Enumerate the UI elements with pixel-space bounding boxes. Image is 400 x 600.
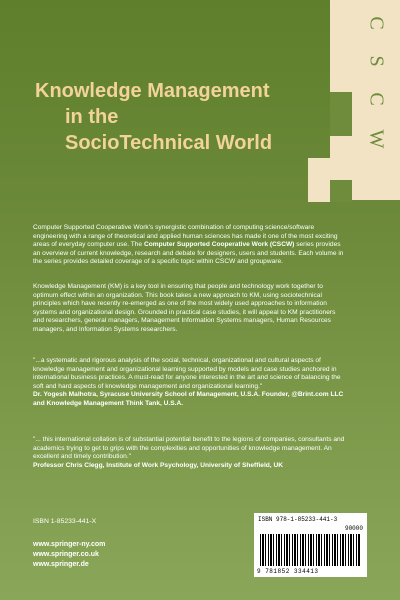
quote-attribution: Professor Chris Clegg, Institute of Work Psychology, University of Sheffield, UK <box>33 461 283 469</box>
quote-attribution: Dr. Yogesh Malhotra, Syracuse University School of Management, U.S.A. Founder, @Brint.com LLC and Knowledge Management Think Tank, U.S.A. <box>33 391 344 407</box>
series-letter: C <box>365 92 388 107</box>
text-run: Computer Supported Cooperative Work's synergistic combination of computing science/software engineering with a range of theoretical and applied human sciences has made it one of the most exciting areas of everyday computer use. The <box>33 224 338 249</box>
url-link[interactable]: www.springer.de <box>33 561 89 568</box>
series-letter: W <box>365 129 388 150</box>
text-run: series provides an overview of current knowledge, research and debate for designers, users and students. Each volume in the series provides detailed coverage of a specific topic within CSCW and groupware. <box>33 241 344 266</box>
title-line: SocioTechnical World <box>65 132 273 154</box>
series-description <box>33 224 348 267</box>
quote-text: "... this international collation is of substantial potential benefit to the legions of companies, consultants and academics trying to get to grips with the complexities and opportunities of knowledge management. An excellent and timely contribution." <box>33 436 345 461</box>
series-letter: S <box>365 55 388 68</box>
decorative-square <box>330 180 352 202</box>
url-link[interactable]: www.springer.co.uk <box>33 551 99 558</box>
quote-text: "...a systematic and rigorous analysis of the social, technical, organizational and cultural aspects of knowledge management and organizational learning supported by models and case studies anchored in international business practices. A must-read for anyone interested in the art and science of balancing the soft and hard aspects of knowledge management and organizational learning." <box>33 357 341 390</box>
title-line: in the <box>65 106 119 128</box>
text-run-bold: Computer Supported Cooperative Work (CSCW) <box>143 241 295 249</box>
barcode-bars <box>260 534 361 566</box>
barcode <box>254 513 367 577</box>
book-description: Knowledge Management (KM) is a key tool in ensuring that people and technology work together to optimum effect within an organization. This book takes a new approach to KM, using sociotechnical principles which have recently re-emerged as one of the most widely used approaches to information systems and organizational design. Grounded in practical case studies, it will appeal to KM practitioners and researchers, general managers, Management Information Systems managers, Human Resources managers, and Information Systems researchers. <box>33 283 336 333</box>
book-title <box>35 78 315 156</box>
series-letter: C <box>365 16 388 31</box>
barcode-number: 9 781852 334413 <box>257 568 319 575</box>
title-line: Knowledge Management <box>35 80 270 102</box>
publisher-urls <box>33 540 105 570</box>
review-quote <box>33 357 348 409</box>
decorative-square <box>330 136 352 158</box>
review-quote <box>33 436 348 470</box>
barcode-isbn: ISBN 978-1-85233-441-3 <box>258 516 338 523</box>
decorative-square <box>330 92 352 136</box>
url-link[interactable]: www.springer-ny.com <box>33 541 106 548</box>
barcode-price: 90000 <box>344 525 363 532</box>
isbn-label: ISBN 1-85233-441-X <box>33 518 97 525</box>
